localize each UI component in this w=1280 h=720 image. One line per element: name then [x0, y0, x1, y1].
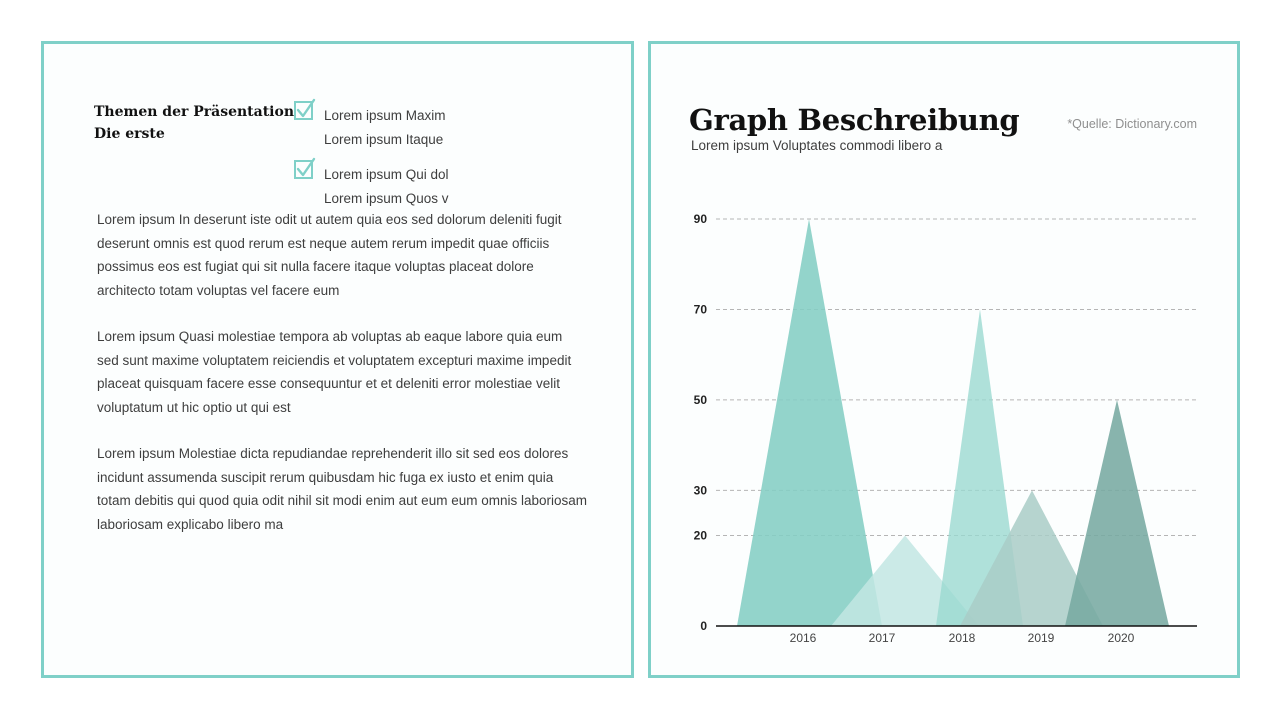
- x-tick-label: 2019: [1027, 631, 1055, 645]
- body-text: [97, 208, 587, 559]
- triangle-mark-2016: [737, 219, 882, 626]
- checklist-line: Lorem ipsum Itaque: [324, 132, 444, 147]
- triangle-mark-2020: [1065, 400, 1169, 626]
- checklist-line: Lorem ipsum Maxim: [324, 108, 446, 123]
- topics-panel: [41, 41, 634, 678]
- x-tick-label: 2016: [789, 631, 817, 645]
- topics-subtitle: Die erste: [94, 126, 165, 142]
- paragraph: Lorem ipsum Molestiae dicta repudiandae reprehenderit illo sit sed eos dolores incidunt assumenda suscipit rerum quibusdam hic fuga ex iusto et enim quia totam debitis qui quod quia odit nihil sit modi enim aut eum eum omnis laboriosam laboriosam explicabo libero ma: [97, 446, 588, 532]
- y-tick-label: 50: [693, 392, 707, 407]
- checklist-line: Lorem ipsum Qui dol: [324, 167, 449, 182]
- y-tick-label: 0: [700, 619, 707, 633]
- chart-title: Graph Beschreibung: [689, 103, 1020, 137]
- topics-heading: [94, 101, 294, 145]
- paragraph: Lorem ipsum Quasi molestiae tempora ab voluptas ab eaque labore quia eum sed sunt maxime voluptatem reiciendis et voluptatem excepturi maxime impedit placeat quisquam facere esse consequuntur et et deleniti error molestiae velit voluptatum ut hic optio ut qui est: [97, 329, 572, 415]
- checkbox-checked-icon: [294, 98, 316, 122]
- x-tick-label: 2017: [868, 631, 896, 645]
- y-tick-label: 70: [693, 302, 707, 317]
- checklist-line: Lorem ipsum Quos v: [324, 191, 449, 206]
- y-tick-label: 20: [693, 528, 707, 543]
- x-tick-label: 2020: [1107, 631, 1135, 645]
- checkbox-checked-icon: [294, 157, 316, 181]
- y-tick-label: 30: [693, 483, 707, 498]
- chart-panel: [648, 41, 1240, 678]
- chart-source: *Quelle: Dictionary.com: [1067, 117, 1197, 131]
- y-tick-label: 90: [693, 212, 707, 226]
- paragraph: Lorem ipsum In deserunt iste odit ut autem quia eos sed dolorum deleniti fugit deserunt omnis est quod rerum est neque autem rerum impedit quae officiis possimus eos est fugiat qui sit nulla facere itaque voluptas placeat dolore architecto totam voluptas vel facere eum: [97, 212, 562, 298]
- x-tick-label: 2018: [948, 631, 976, 645]
- chart-subtitle: Lorem ipsum Voluptates commodi libero a: [691, 138, 943, 153]
- topics-title: Themen der Präsentation: [94, 104, 295, 120]
- triangle-chart: [651, 44, 1237, 675]
